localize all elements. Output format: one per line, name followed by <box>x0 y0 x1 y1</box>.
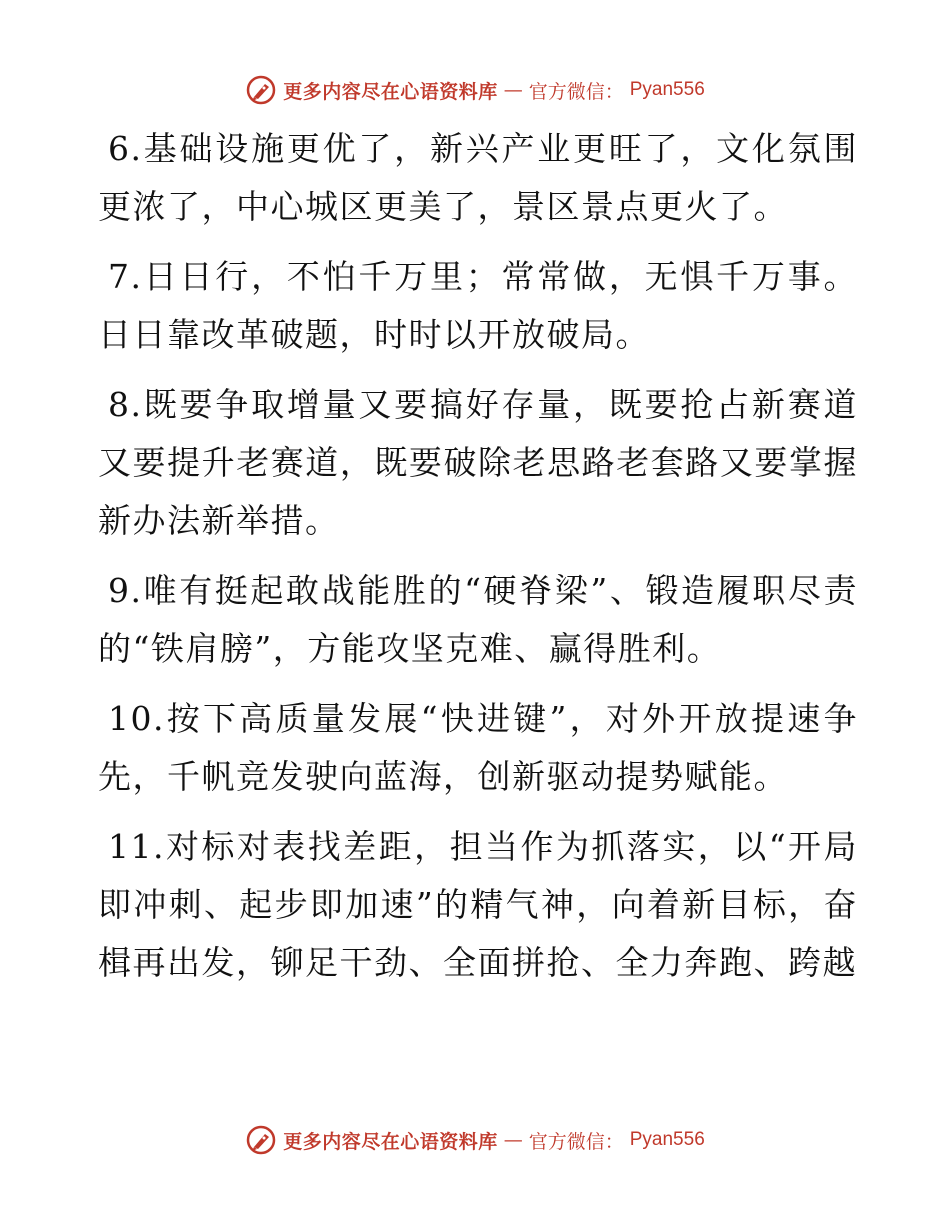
paragraph-item-9: 9.唯有挺起敢战能胜的“硬脊梁”、锻造履职尽责的“铁肩膀”，方能攻坚克难、赢得胜利。 <box>98 571 858 668</box>
header-separator: — <box>503 79 523 101</box>
paragraph-item-8: 8.既要争取增量又要搞好存量，既要抢占新赛道又要提升老赛道，既要破除老思路老套路又要掌握新办法新举措。 <box>98 385 858 540</box>
footer-separator: — <box>503 1129 523 1151</box>
header-official-label: 官方微信： <box>528 80 624 103</box>
footer-official-label: 官方微信： <box>528 1130 624 1153</box>
footer-wechat-id: Pyan556 <box>629 1129 705 1150</box>
pen-nib-logo-icon <box>245 1124 277 1156</box>
pen-nib-logo-icon <box>245 74 277 106</box>
paragraph-item-7: 7.日日行，不怕千万里；常常做，无惧千万事。日日靠改革破题，时时以开放破局。 <box>98 257 858 354</box>
paragraph-item-10: 10.按下高质量发展“快进键”，对外开放提速争先，千帆竞发驶向蓝海，创新驱动提势赋能。 <box>98 699 858 796</box>
footer-brand-text: 更多内容尽在心语资料库 <box>283 1130 498 1153</box>
paragraph-item-11: 11.对标对表找差距，担当作为抓落实，以“开局即冲刺、起步即加速”的精气神，向着新目标，奋楫再出发，铆足干劲、全面拼抢、全力奔跑、跨越 <box>98 827 858 982</box>
page-footer <box>0 1122 950 1158</box>
header-brand-text: 更多内容尽在心语资料库 <box>283 80 498 103</box>
paragraph-item-6: 6.基础设施更优了，新兴产业更旺了，文化氛围更浓了，中心城区更美了，景区景点更火了。 <box>98 129 858 226</box>
document-body <box>98 120 858 1004</box>
page-header <box>0 72 950 108</box>
header-wechat-id: Pyan556 <box>629 79 705 100</box>
